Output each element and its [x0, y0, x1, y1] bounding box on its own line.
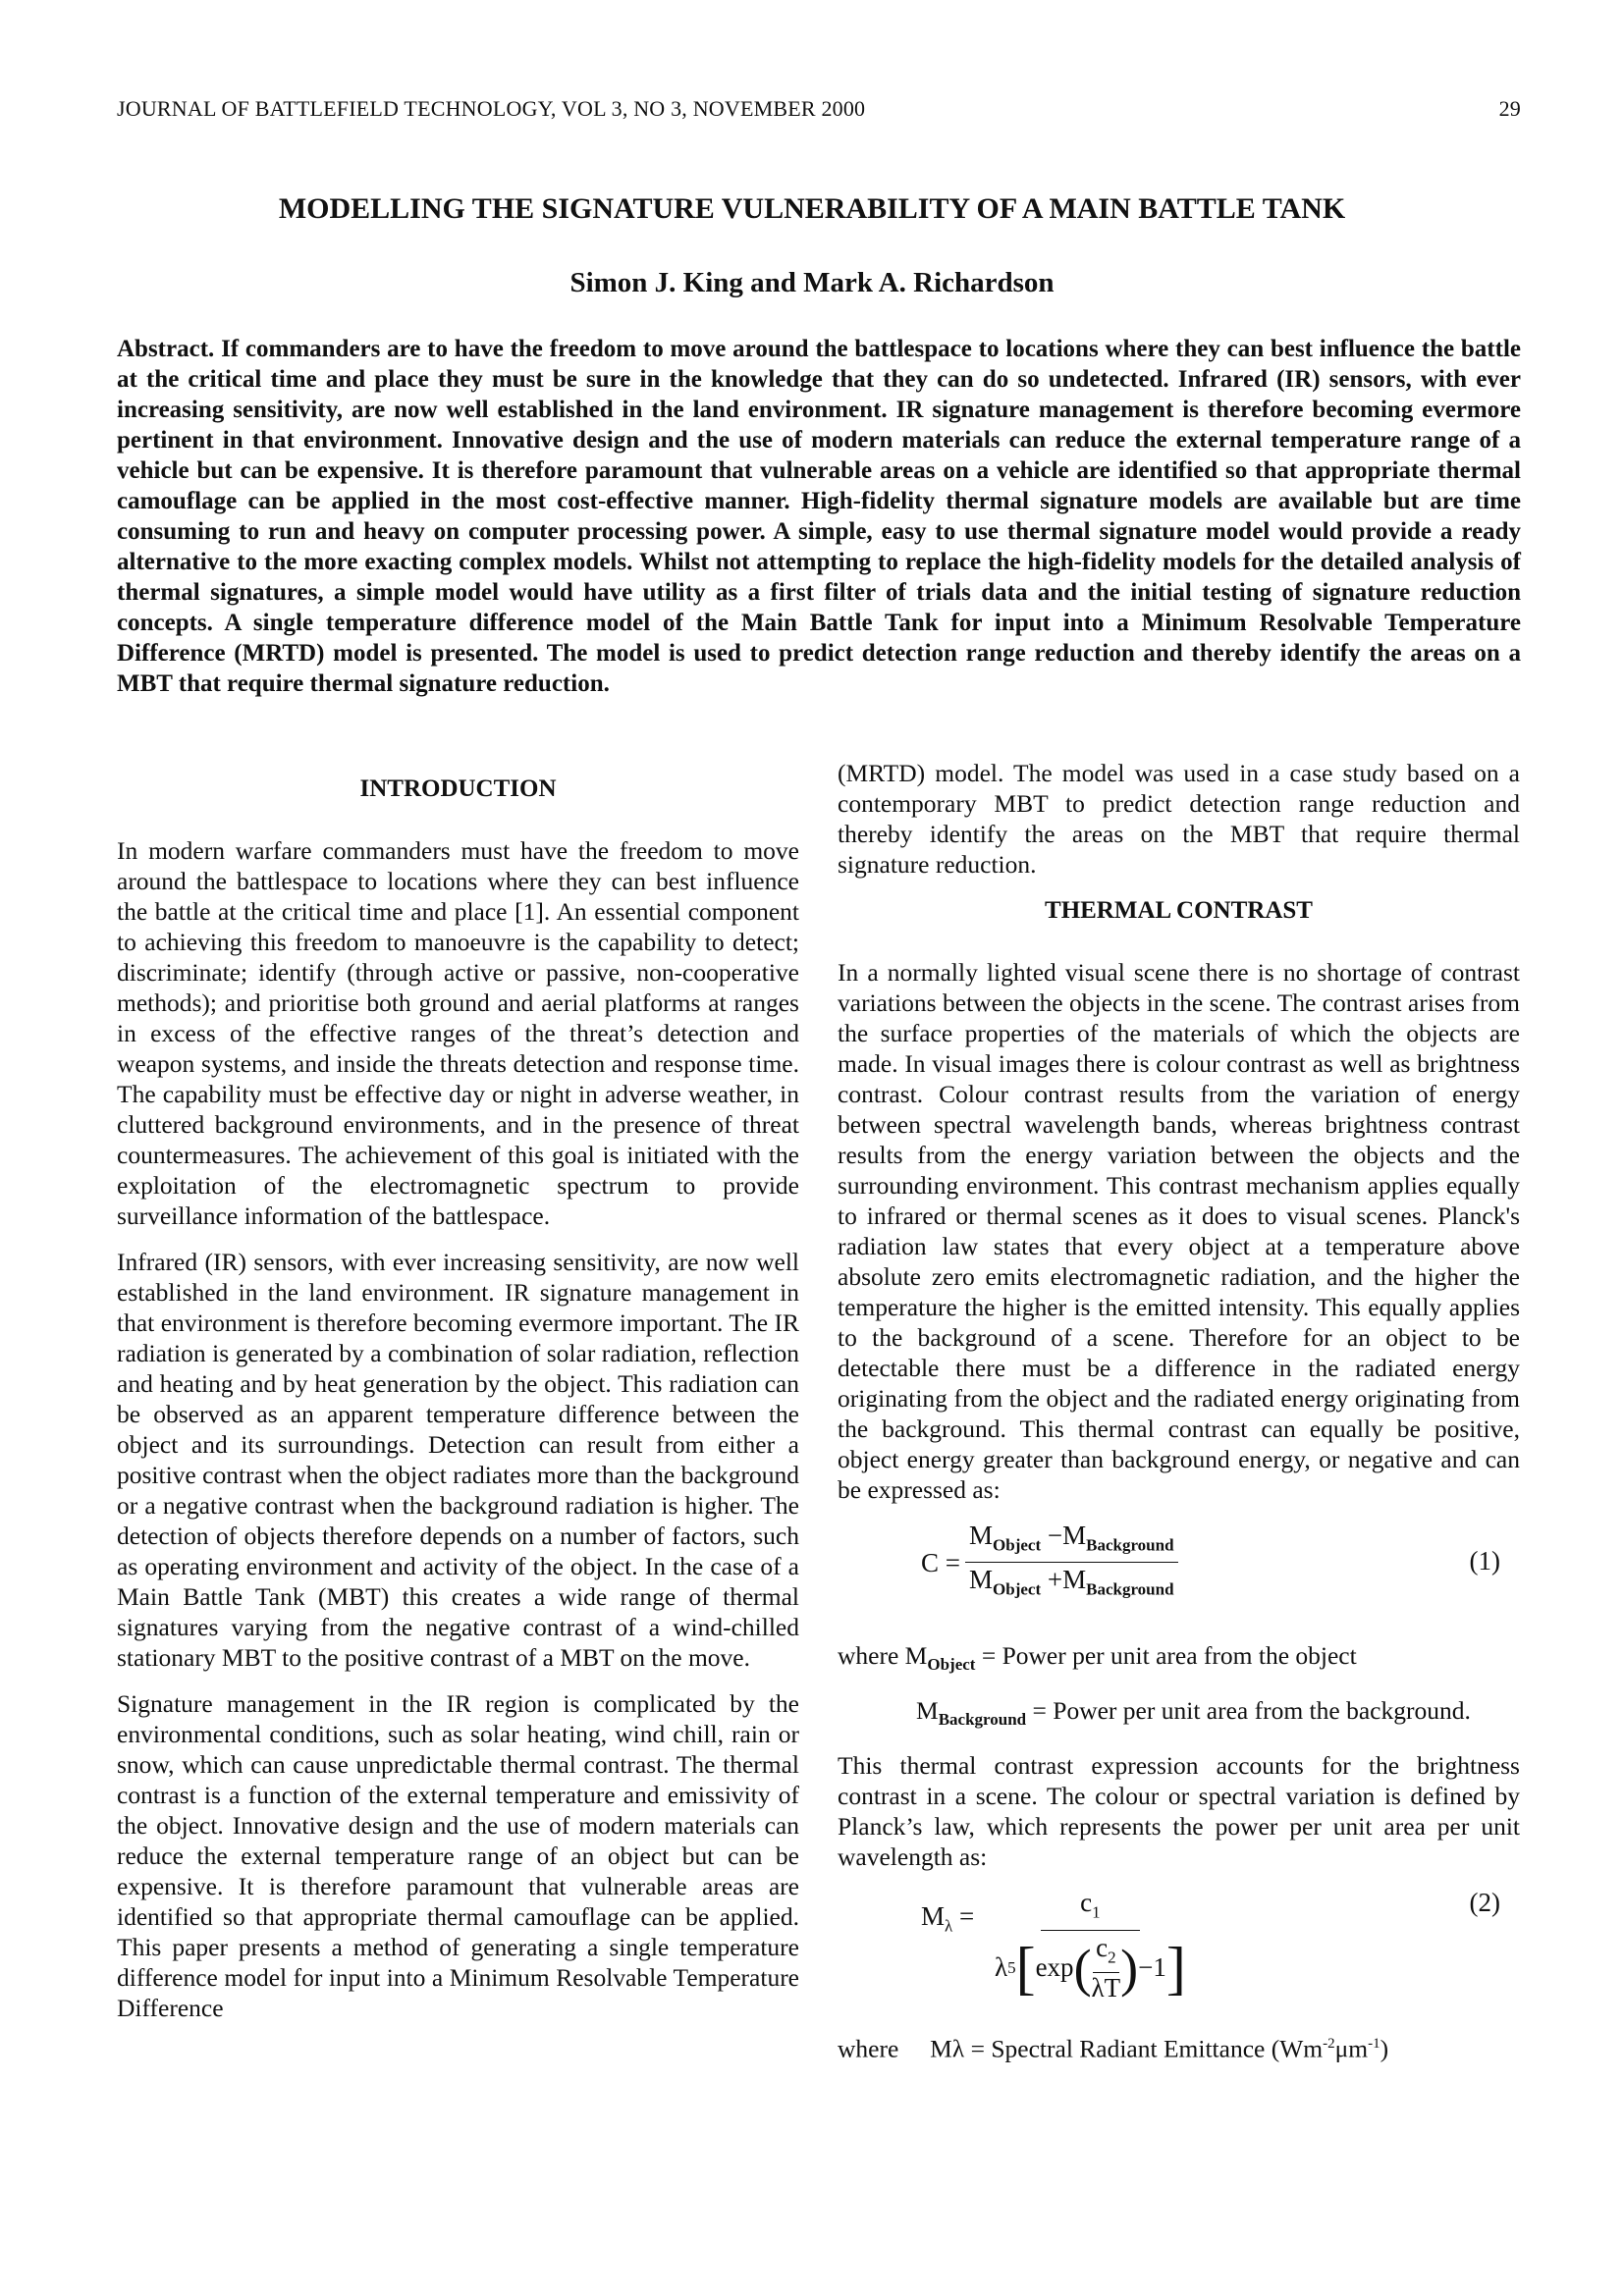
eq-op: + [1047, 1565, 1063, 1595]
eq-sub: 2 [1108, 1947, 1116, 1966]
eq-symbol: λ [995, 1952, 1008, 1983]
left-paren: ( [1073, 1938, 1092, 1998]
eq-symbol: M [1062, 1565, 1087, 1595]
paragraph: This thermal contrast expression accounts for the brightness contrast in a scene. The colour or spectral variation is defined by Planck’s law, which represents the power per unit area per unit wavelength as: [838, 1751, 1520, 1872]
paragraph: In modern warfare commanders must have the freedom to move around the battlespace to locations where they can best influence the battle at the critical time and place [1]. An essential component to achieving this freedom to manoeuvre is the capability to detect; discriminate; identify (through active or passive, non-cooperative methods); and prioritise both ground and aerial platforms at ranges in excess of the effective ranges of the threat’s detection and weapon systems, and inside the threats detection and response time. The capability must be effective day or night in adverse weather, in cluttered background environments, and in the presence of threat countermeasures. The achievement of this goal is initiated with the exploitation of the electromagnetic spectrum to provide surveillance information of the battlespace. [117, 836, 799, 1230]
left-bracket: [ [1015, 1935, 1036, 2001]
eq-func: exp [1035, 1952, 1074, 1983]
definition: = Power per unit area from the background. [1026, 1696, 1471, 1726]
eq-sub: Background [1086, 1579, 1174, 1599]
paragraph: Infrared (IR) sensors, with ever increasing sensitivity, are now well established in the land environment. IR signature management in that environment is therefore becoming evermore important. The IR radiation is generated by a combination of solar radiation, reflection and heating and by heat generation by the object. This radiation can be observed as an apparent temperature difference between the object and its surroundings. Detection can result from either a positive contrast when the object radiates more than the background or a negative contrast when the background radiation is higher. The detection of objects therefore depends on a number of factors, such as operating environment and activity of the object. In the case of a Main Battle Tank (MBT) this creates a wide range of thermal signatures varying from the negative contrast of a wind-chilled stationary MBT to the positive contrast of a MBT on the move. [117, 1248, 799, 1672]
eq-sub: Background [938, 1710, 1027, 1730]
left-column [117, 758, 799, 2039]
eq-op: = [959, 1901, 975, 1932]
eq-sup: -2 [1323, 2036, 1335, 2053]
eq-fraction [995, 1888, 1186, 2003]
eq-symbol: M [969, 1565, 994, 1595]
where-label: where [838, 2034, 899, 2063]
definition: = Spectral Radiant Emittance (Wm [964, 2034, 1324, 2063]
where-clause [838, 1640, 1520, 1680]
eq-symbol: μm [1334, 2034, 1369, 2063]
eq-op: − [1047, 1521, 1063, 1550]
right-bracket: ] [1165, 1935, 1186, 2001]
definition: = Power per unit area from the object [975, 1641, 1357, 1670]
eq-symbol: M [916, 1696, 939, 1726]
eq-sub: 1 [1092, 1902, 1101, 1922]
eq-op: −1 [1138, 1952, 1166, 1983]
eq-sup: 5 [1007, 1958, 1016, 1978]
page-number: 29 [1498, 96, 1521, 121]
eq-sub: Object [927, 1655, 976, 1675]
eq-symbol: c [1096, 1932, 1109, 1962]
equation-number: (1) [1469, 1546, 1500, 1575]
eq-lhs [921, 1901, 974, 1941]
equation-2 [838, 1888, 1520, 2005]
eq-symbol: Mλ [930, 2034, 965, 2063]
section-heading-thermal-contrast: THERMAL CONTRAST [1045, 897, 1313, 924]
eq-symbol: M [969, 1521, 994, 1550]
eq-symbol: M [921, 1901, 946, 1932]
eq-sub: Background [1086, 1535, 1174, 1555]
eq-symbol: M [1062, 1521, 1087, 1550]
section-heading-introduction: INTRODUCTION [359, 775, 557, 802]
running-header [117, 96, 1521, 122]
right-paren: ) [1120, 1938, 1139, 1998]
eq-sub: Object [993, 1579, 1042, 1599]
paragraph: In a normally lighted visual scene there is no shortage of contrast variations between the objects in the scene. The contrast arises from the surface properties of the materials of which the objects are made. In visual images there is colour contrast as well as brightness contrast. Colour contrast results from the variation of energy between spectral wavelength bands, whereas brightness contrast results from the energy variation between the objects and the surrounding environment. This contrast mechanism applies equally to infrared or thermal scenes as it does to visual scenes. Planck's radiation law states that every object at a temperature above absolute zero emits electromagnetic radiation, and the higher the temperature the higher is the emitted intensity. This equally applies to the background of a scene. Therefore for an object to be detectable there must be a difference in the radiated energy originating from the object and the radiated energy originating from the background. This thermal contrast can equally be positive, object energy greater than background energy, or negative and can be expressed as: [838, 958, 1520, 1504]
eq-symbol: M [904, 1641, 928, 1670]
eq-symbol: c [1080, 1888, 1093, 1918]
where-label: where [838, 1641, 899, 1670]
paper-title: MODELLING THE SIGNATURE VULNERABILITY OF A MAIN BATTLE TANK [278, 192, 1346, 225]
eq-lhs: C = [921, 1548, 960, 1577]
eq-inner-fraction [1092, 1933, 1121, 2003]
right-column [838, 758, 1520, 2080]
eq-sub: λ [945, 1916, 953, 1936]
eq-fraction [965, 1521, 1178, 1605]
authors: Simon J. King and Mark A. Richardson [569, 267, 1055, 298]
eq-symbol: λT [1091, 1972, 1121, 2002]
paragraph: (MRTD) model. The model was used in a case study based on a contemporary MBT to predict detection range reduction and thereby identify the areas on the MBT that require thermal signature reduction. [838, 759, 1520, 879]
equation-number: (2) [1469, 1888, 1500, 1918]
eq-symbol: ) [1380, 2034, 1389, 2063]
journal-name: JOURNAL OF BATTLEFIELD TECHNOLOGY, VOL 3, NO 3, NOVEMBER 2000 [117, 96, 866, 121]
equation-1 [838, 1521, 1520, 1619]
eq-sub: Object [993, 1535, 1042, 1555]
where-clause [838, 2029, 1520, 2064]
eq-sup: -1 [1368, 2036, 1380, 2053]
where-clause [838, 1695, 1520, 1735]
paragraph: Signature management in the IR region is complicated by the environmental conditions, such as solar heating, wind chill, rain or snow, which can cause unpredictable thermal contrast. The thermal contrast is a function of the external temperature and emissivity of the object. Innovative design and the use of modern materials can reduce the external temperature range of an object but can be expensive. It is therefore paramount that vulnerable areas are identified so that appropriate thermal camouflage can be applied. This paper presents a method of generating a single temperature difference model for input into a Minimum Resolvable Temperature Difference [117, 1689, 799, 2022]
abstract: Abstract. If commanders are to have the freedom to move around the battlespace to locations where they can best influence the battle at the critical time and place they must be sure in the knowledge that they can do so undetected. Infrared (IR) sensors, with ever increasing sensitivity, are now well established in the land environment. IR signature management is therefore becoming evermore pertinent in that environment. Innovative design and the use of modern materials can reduce the external temperature range of a vehicle but can be expensive. It is therefore paramount that vulnerable areas on a vehicle are identified so that appropriate thermal camouflage can be applied in the most cost-effective manner. High-fidelity thermal signature models are available but are time consuming to run and heavy on computer processing power. A simple, easy to use thermal signature model would provide a ready alternative to the more exacting complex models. Whilst not attempting to replace the high-fidelity models for the detailed analysis of thermal signatures, a simple model would have utility as a first filter of trials data and the initial testing of signature reduction concepts. A single temperature difference model of the Main Battle Tank for input into a Minimum Resolvable Temperature Difference (MRTD) model is presented. The model is used to predict detection range reduction and thereby identify the areas on a MBT that require thermal signature reduction. [117, 336, 1521, 697]
